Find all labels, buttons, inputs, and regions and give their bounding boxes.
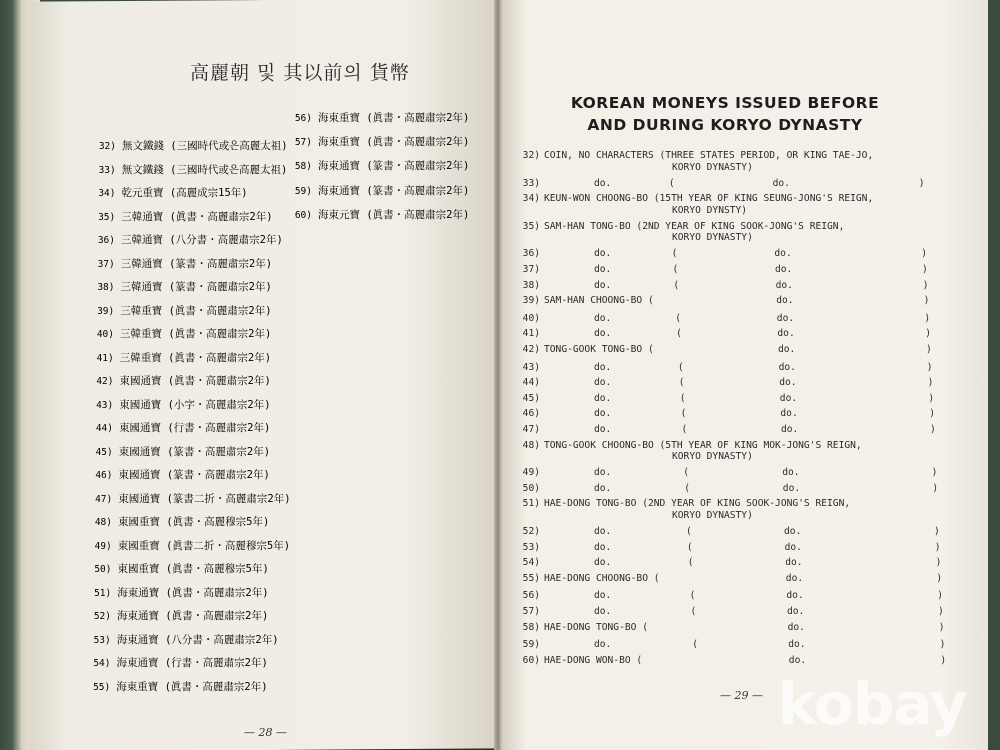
close-paren: ) [927,377,934,389]
left-item-text: 乾元重寶 (高麗成宗15年) [121,187,248,199]
entry-row [520,573,660,584]
left-list-item [93,279,272,294]
entry-number: 41) [522,328,540,340]
ditto-mark: do. [594,248,612,260]
ditto-mark-detail: do. [779,377,797,389]
ditto-mark-detail: do. [786,590,804,602]
entry-row [520,467,544,478]
entry-number: 39) [522,295,540,307]
close-paren: ) [939,639,946,651]
open-paren: ( [692,639,699,651]
close-paren: ) [938,606,944,617]
entry-row [520,483,544,494]
left-item-text: 海東重寶 (眞書・高麗肅宗2年) [318,136,470,149]
left-item-number: 60) [294,209,312,221]
open-paren: ( [689,590,696,602]
entry-number: 47) [522,424,540,435]
ditto-mark: do. [594,606,612,617]
left-item-text: 東國重寶 (眞書二折・高麗穆宗5年) [117,539,291,552]
entry-row [520,440,862,451]
left-item-number: 59) [294,185,312,197]
ditto-mark: do. [594,482,612,494]
close-paren: ) [922,264,928,275]
right-title-line-1: KOREAN MONEYS ISSUED BEFORE [570,94,880,112]
entry-row [520,362,544,373]
left-list-item [290,134,469,149]
ditto-mark-detail: do. [776,295,794,307]
left-item-number: 44) [95,423,113,434]
left-item-number: 40) [96,329,114,340]
close-paren: ) [937,590,943,602]
entry-row [520,313,544,324]
entry-number: 51) [522,498,540,510]
entry-row [520,606,544,617]
entry-continuation: KORYO DYNASTY) [672,510,753,521]
entry-row [520,424,544,435]
open-paren: ( [673,279,680,291]
left-list-item [89,655,268,670]
close-paren: ) [935,557,942,569]
entry-row [520,328,544,339]
left-item-number: 56) [294,113,312,124]
ditto-mark: do. [594,361,612,373]
entry-name: HAE-DONG WON-BO ( [544,654,643,666]
entry-row [520,377,544,388]
left-list-item [93,256,272,271]
entry-number: 54) [522,557,540,569]
left-item-number: 32) [98,141,116,152]
ditto-mark-detail: do. [787,621,805,633]
left-item-number: 49) [94,540,112,552]
entry-name: SAM-HAN TONG-BO (2ND YEAR OF KING SOOK-JONG'S REIGN, [544,220,845,232]
close-paren: ) [924,312,931,324]
entry-continuation: KORYO DYNASTY) [672,232,753,244]
open-paren: ( [680,408,687,420]
entry-row [520,622,648,633]
ditto-mark-detail: do. [775,264,793,275]
entry-number: 59) [522,639,540,651]
left-item-number: 45) [95,446,113,458]
entry-row [520,178,544,189]
entry-row [520,295,654,306]
entry-row [520,248,544,259]
close-paren: ) [931,467,938,479]
left-item-text: 海東元寶 (眞書・高麗肅宗2年) [318,208,470,221]
entry-continuation: KORYO DYNASTY) [672,161,753,173]
left-item-text: 三韓重寶 (眞書・高麗肅宗2年) [119,351,272,364]
ditto-mark: do. [594,377,612,389]
left-item-text: 三韓通寶 (篆書・高麗肅宗2年) [120,281,272,293]
left-item-number: 43) [96,399,114,411]
left-list-item [91,420,270,435]
entry-row [520,280,544,291]
left-item-text: 三韓通寶 (八分書・高麗肅宗2年) [121,234,283,246]
close-paren: ) [932,482,939,494]
ditto-mark: do. [594,408,612,420]
ditto-mark: do. [594,639,612,651]
left-item-text: 海東通寶 (眞書・高麗肅宗2年) [117,586,269,599]
entry-row [520,655,642,666]
left-list-item [94,138,288,153]
left-list-item [92,373,271,388]
left-item-text: 東國重寶 (眞書・高麗穆宗5年) [117,563,269,575]
ditto-mark: do. [594,312,612,324]
entry-row [520,393,544,404]
entry-continuation: KORYO DYNASTY) [672,451,753,463]
open-paren: ( [679,392,686,404]
open-paren: ( [684,482,690,494]
entry-number: 34) [522,193,540,205]
left-item-number: 36) [97,235,115,246]
left-item-text: 無文鐵錢 (三國時代或은高麗太祖) [121,163,288,176]
left-list-item [91,444,270,459]
entry-name: KEUN-WON CHOONG-BO (15TH YEAR OF KING SEUNG-JONG'S REIGN, [544,193,874,205]
open-paren: ( [687,557,694,569]
left-list-item [93,232,283,247]
entry-number: 55) [522,572,540,584]
left-list-item [92,326,271,341]
left-list-item [89,632,279,647]
left-item-number: 37) [97,258,115,270]
entry-number: 43) [522,361,540,373]
book-cover-right-edge [988,0,1000,750]
book-spine [494,0,502,750]
left-item-text: 東國重寶 (眞書・高麗穆宗5年) [118,516,270,528]
left-page-number: — 28 — [244,726,287,739]
entry-number: 38) [522,279,540,291]
ditto-mark: do. [594,264,612,275]
entry-number: 52) [522,526,540,537]
left-list-item [94,185,248,200]
left-item-number: 52) [93,611,111,622]
left-list-item [90,491,290,506]
left-list-item [88,679,267,694]
left-item-number: 47) [95,493,113,505]
open-paren: ( [686,526,692,537]
entry-number: 44) [522,377,540,389]
left-list-item [90,514,269,529]
close-paren: ) [923,295,930,307]
entry-number: 37) [522,264,540,275]
close-paren: ) [926,344,932,355]
ditto-mark-detail: do. [782,482,801,494]
left-list-item [89,585,268,600]
left-list-item [92,350,271,365]
open-paren: ( [671,248,678,260]
left-page-title: 高麗朝 및 其以前의 貨幣 [190,62,410,84]
left-item-number: 42) [96,376,114,387]
entry-name: TONG-GOOK TONG-BO ( [544,344,654,355]
entry-name: HAE-DONG TONG-BO (2ND YEAR OF KING SOOK-JONG'S REIGN, [544,498,851,510]
open-paren: ( [677,361,684,373]
right-page-number: — 29 — [720,689,763,702]
ditto-mark: do. [594,541,612,553]
left-list-item [290,158,469,173]
left-item-text: 東國通寶 (篆書・高麗肅宗2年) [118,469,270,481]
ditto-mark: do. [594,177,612,189]
ditto-mark-detail: do. [785,572,804,584]
left-item-text: 三韓通寶 (篆書・高麗肅宗2年) [120,257,273,270]
entry-number: 35) [522,220,540,232]
entry-number: 46) [522,408,540,420]
left-item-text: 東國通寶 (篆書・高麗肅宗2年) [118,445,271,458]
close-paren: ) [930,424,936,435]
ditto-mark-detail: do. [780,408,798,420]
left-item-number: 38) [97,282,115,293]
ditto-mark: do. [594,526,612,537]
entry-name: TONG-GOOK CHOONG-BO (5TH YEAR OF KING MOK-JONG'S REIGN, [544,439,862,451]
open-paren: ( [676,328,682,340]
left-item-text: 東國通寶 (篆書二折・高麗肅宗2年) [118,492,291,505]
left-item-text: 海東通寶 (八分書・高麗肅宗2年) [116,633,279,646]
left-item-text: 三韓重寶 (眞書・高麗肅宗2年) [120,304,272,317]
close-paren: ) [928,392,935,404]
close-paren: ) [934,541,941,553]
open-paren: ( [678,377,685,389]
entry-row [520,590,544,601]
entry-name: HAE-DONG TONG-BO ( [544,621,648,633]
entry-name: HAE-DONG CHOONG-BO ( [544,572,660,584]
close-paren: ) [926,361,933,373]
open-paren: ( [683,467,690,479]
left-list-item [290,183,469,198]
entry-row [520,264,544,275]
entry-number: 42) [522,344,540,355]
left-list-item [290,110,469,125]
ditto-mark-detail: do. [787,606,805,617]
left-item-number: 51) [94,587,112,599]
entry-row [520,344,654,355]
ditto-mark-detail: do. [774,248,792,260]
left-item-text: 海東通寶 (篆書・高麗肅宗2年) [318,160,470,173]
left-list-item [91,467,270,482]
left-item-text: 無文鐵錢 (三國時代或은高麗太祖) [122,140,288,152]
entry-number: 33) [522,177,540,189]
entry-number: 60) [522,654,540,666]
entry-row [520,221,844,232]
left-item-number: 39) [97,305,115,317]
left-item-text: 三韓重寶 (眞書・高麗肅宗2年) [120,328,272,340]
left-list-item [91,397,270,412]
left-item-text: 東國通寶 (眞書・高麗肅宗2年) [119,375,271,387]
left-item-text: 海東重寶 (眞書・高麗肅宗2年) [116,680,268,693]
entry-continuation: KORYO DYNSTY) [672,204,748,216]
left-item-text: 海東重寶 (眞書・高麗肅宗2年) [318,112,470,124]
entry-row [520,150,873,161]
left-item-text: 東國通寶 (行書・高麗肅宗2年) [119,422,271,434]
open-paren: ( [675,312,681,324]
left-item-number: 54) [93,658,111,669]
right-title-line-2: AND DURING KORYO DYNASTY [587,116,863,134]
left-item-number: 53) [93,634,111,646]
ditto-mark-detail: do. [772,177,790,189]
entry-row [520,498,850,509]
close-paren: ) [922,279,929,291]
left-list-item [92,303,271,318]
left-item-number: 41) [96,352,114,364]
entry-number: 50) [522,482,540,494]
ditto-mark: do. [594,392,612,404]
left-list-item [94,162,288,177]
entry-number: 57) [522,606,540,617]
left-item-number: 35) [98,211,116,223]
close-paren: ) [934,526,940,537]
entry-number: 49) [522,467,540,479]
left-item-number: 58) [294,161,312,173]
entry-number: 56) [522,590,540,602]
ditto-mark-detail: do. [785,557,803,569]
entry-number: 40) [522,312,540,324]
entry-number: 32) [522,150,540,161]
left-item-number: 46) [95,470,113,481]
ditto-mark: do. [594,467,612,479]
ditto-mark: do. [594,328,612,340]
ditto-mark-detail: do. [779,392,798,404]
left-list-item [93,209,272,224]
close-paren: ) [929,408,935,420]
left-list-item [90,538,290,553]
ditto-mark: do. [594,590,612,602]
left-item-text: 三韓通寶 (眞書・高麗肅宗2年) [121,210,273,223]
ditto-mark-detail: do. [778,361,796,373]
left-item-number: 48) [94,517,112,528]
left-list-item [290,207,469,222]
entry-number: 36) [522,248,540,260]
entry-number: 48) [522,439,540,451]
close-paren: ) [938,621,945,633]
entry-row [520,408,544,419]
entry-row [520,526,544,537]
ditto-mark-detail: do. [777,328,795,340]
ditto-mark-detail: do. [776,312,795,324]
left-list-item [90,561,269,576]
ditto-mark: do. [594,424,612,435]
ditto-mark: do. [594,557,612,569]
ditto-mark-detail: do. [788,639,806,651]
close-paren: ) [925,328,931,340]
entry-row [520,193,873,204]
entry-number: 45) [522,392,540,404]
left-item-number: 34) [98,188,116,199]
ditto-mark-detail: do. [784,541,802,553]
close-paren: ) [936,572,943,584]
ditto-mark-detail: do. [782,467,800,479]
left-item-number: 55) [93,681,111,693]
ditto-mark-detail: do. [781,424,799,435]
left-item-text: 東國通寶 (小字・高麗肅宗2年) [119,398,271,411]
left-list-item [89,608,268,623]
entry-row [520,542,544,553]
ditto-mark-detail: do. [784,526,802,537]
open-paren: ( [690,606,697,617]
open-paren: ( [681,424,688,435]
open-paren: ( [672,264,679,275]
ditto-mark-detail: do. [778,344,796,355]
open-paren: ( [686,541,693,553]
entry-number: 53) [522,541,540,553]
ditto-mark: do. [594,279,612,291]
entry-name: COIN, NO CHARACTERS (THREE STATES PERIOD, OR KING TAE-JO, [544,150,874,161]
left-item-number: 57) [294,137,312,149]
close-paren: ) [918,177,925,189]
close-paren: ) [940,654,947,666]
left-item-number: 50) [94,564,112,575]
watermark-logo: kobay [778,670,967,738]
ditto-mark-detail: do. [788,654,807,666]
ditto-mark-detail: do. [775,279,793,291]
left-item-text: 海東通寶 (篆書・高麗肅宗2年) [318,184,470,197]
entry-row [520,557,544,568]
left-item-text: 海東通寶 (眞書・高麗肅宗2年) [117,610,269,622]
right-page-title [545,92,905,136]
entry-name: SAM-HAN CHOONG-BO ( [544,295,654,307]
close-paren: ) [921,248,927,260]
entry-number: 58) [522,621,540,633]
left-item-number: 33) [98,164,116,176]
entry-row [520,639,544,650]
left-item-text: 海東通寶 (行書・高麗肅宗2年) [116,657,268,669]
open-paren: ( [668,177,675,189]
